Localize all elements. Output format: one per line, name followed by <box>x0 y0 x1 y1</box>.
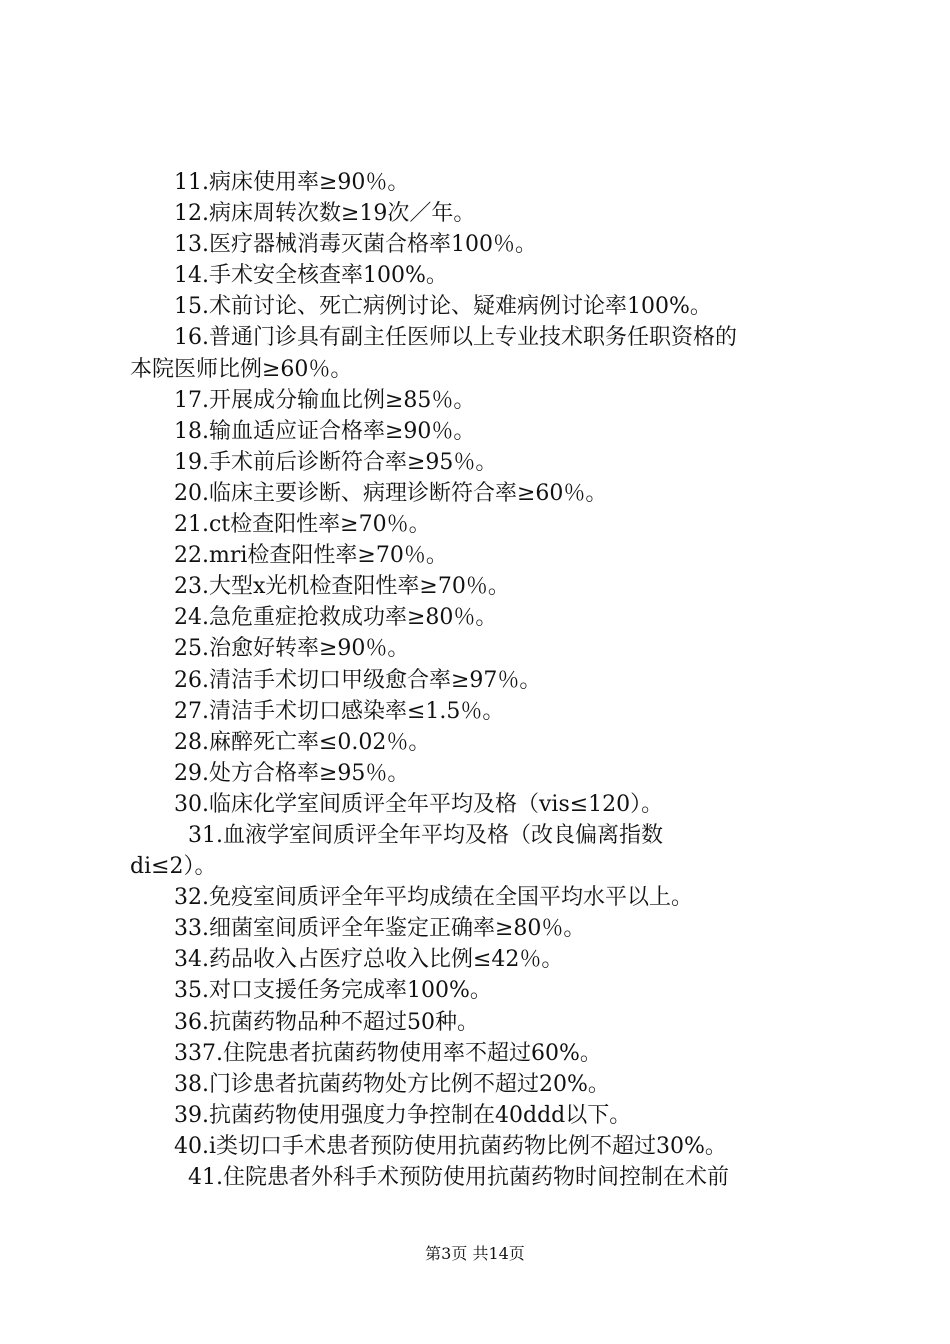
list-item: 30.临床化学室间质评全年平均及格（vis≤120）。 <box>174 791 664 817</box>
list-item: 29.处方合格率≥95％。 <box>174 760 410 786</box>
list-item: 16.普通门诊具有副主任医师以上专业技术职务任职资格的 <box>174 325 737 351</box>
list-item: 12.病床周转次数≥19次／年。 <box>174 201 476 227</box>
list-item: 14.手术安全核查率100%。 <box>174 263 448 289</box>
list-item: 40.i类切口手术患者预防使用抗菌药物比例不超过30%。 <box>174 1133 727 1159</box>
list-item: 24.急危重症抢救成功率≥80％。 <box>174 605 498 631</box>
list-item: 21.ct检查阳性率≥70％。 <box>174 512 431 538</box>
list-item: 39.抗菌药物使用强度力争控制在40ddd以下。 <box>174 1102 632 1128</box>
list-item: 25.治愈好转率≥90％。 <box>174 636 410 662</box>
list-item: 31.血液学室间质评全年平均及格（改良偏离指数 <box>188 822 663 848</box>
list-item: 36.抗菌药物品种不超过50种。 <box>174 1009 479 1035</box>
list-item: 28.麻醉死亡率≤0.02％。 <box>174 729 431 755</box>
list-item: 23.大型x光机检查阳性率≥70％。 <box>174 574 510 600</box>
list-item: 38.门诊患者抗菌药物处方比例不超过20%。 <box>174 1071 610 1097</box>
list-item-continuation: 本院医师比例≥60％。 <box>130 356 353 382</box>
list-item: 32.免疫室间质评全年平均成绩在全国平均水平以上。 <box>174 885 693 911</box>
list-item: 20.临床主要诊断、病理诊断符合率≥60％。 <box>174 480 608 506</box>
list-item-continuation: di≤2）。 <box>130 854 217 880</box>
list-item: 18.输血适应证合格率≥90％。 <box>174 418 476 444</box>
list-item: 41.住院患者外科手术预防使用抗菌药物时间控制在术前 <box>188 1165 729 1190</box>
list-item: 13.医疗器械消毒灭菌合格率100％。 <box>174 232 537 258</box>
document-body <box>130 167 830 1193</box>
page-footer: 第3页 共14页 <box>425 1244 525 1263</box>
list-item: 22.mri检查阳性率≥70％。 <box>174 543 448 569</box>
list-item: 35.对口支援任务完成率100%。 <box>174 978 492 1004</box>
list-item: 11.病床使用率≥90％。 <box>174 170 410 195</box>
list-item: 33.细菌室间质评全年鉴定正确率≥80％。 <box>174 916 586 942</box>
list-item: 26.清洁手术切口甲级愈合率≥97％。 <box>174 667 542 693</box>
list-item: 15.术前讨论、死亡病例讨论、疑难病例讨论率100%。 <box>174 294 712 320</box>
list-item: 17.开展成分输血比例≥85％。 <box>174 387 476 413</box>
list-item: 337.住院患者抗菌药物使用率不超过60%。 <box>174 1040 602 1066</box>
list-item: 27.清洁手术切口感染率≤1.5％。 <box>174 698 505 724</box>
list-item: 34.药品收入占医疗总收入比例≤42％。 <box>174 947 564 973</box>
list-item: 19.手术前后诊断符合率≥95％。 <box>174 449 498 475</box>
